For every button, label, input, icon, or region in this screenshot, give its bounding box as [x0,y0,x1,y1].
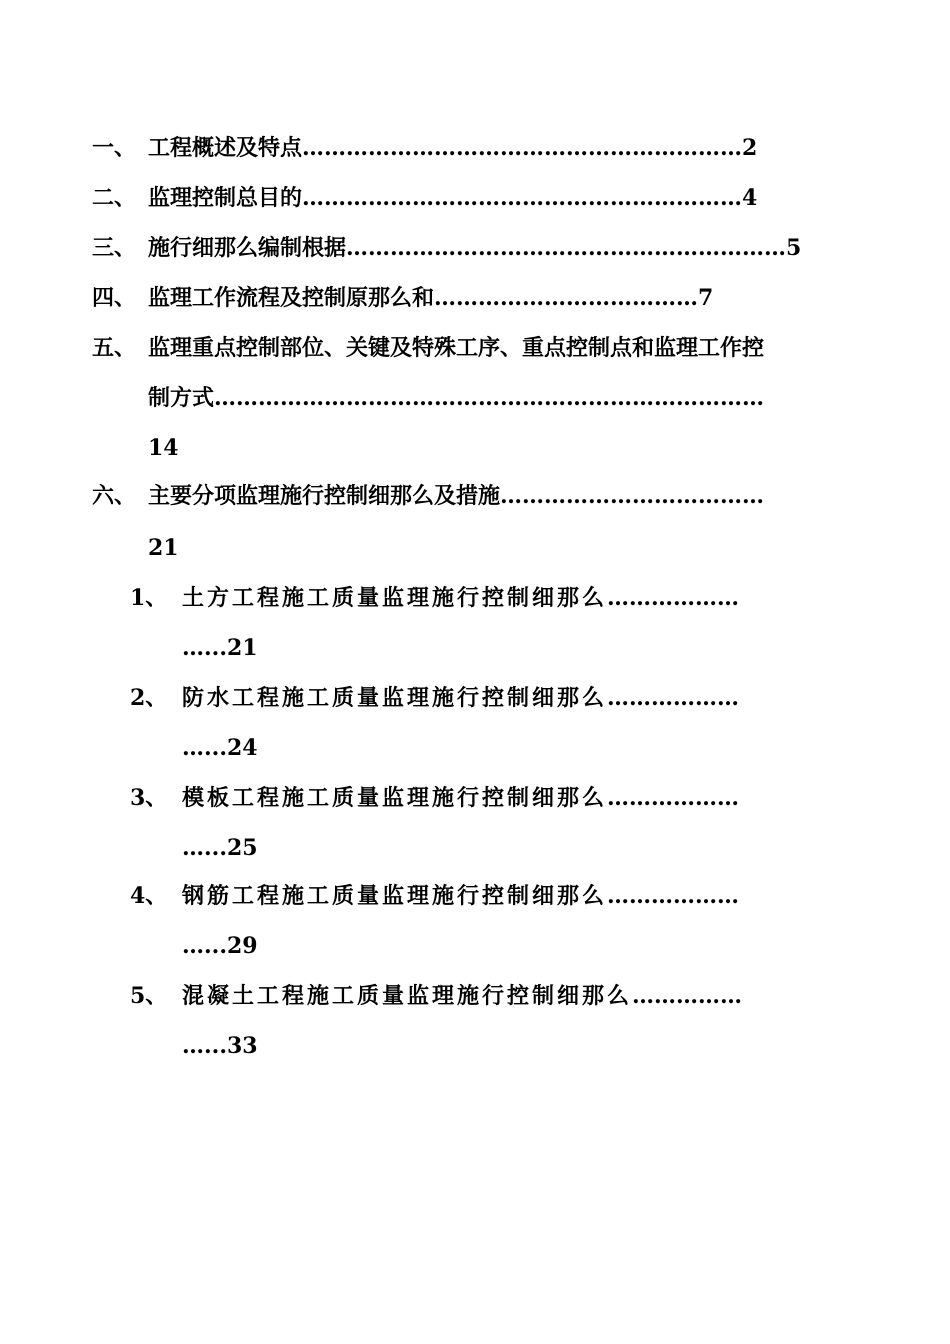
toc-entry-title: 施行细那么编制根据 [148,235,347,261]
toc-leader-dots: …………… [632,983,743,1009]
toc-entry-number: 一、 [92,135,137,161]
toc-entry[interactable] [148,283,828,313]
toc-entry-number: 六、 [92,483,137,509]
toc-page-number: 4 [742,185,758,211]
toc-entry-title: 主要分项监理施行控制细那么及措施 [148,483,501,509]
toc-sub-title: 钢筋工程施工质量监理施行控制细那么 [182,883,608,909]
toc-leader-dots: ……………………………… [500,483,765,509]
toc-sub-title: 模板工程施工质量监理施行控制细那么 [182,785,608,811]
toc-sub-number: 4、 [130,883,168,909]
toc-sub-title: 混凝土工程施工质量监理施行控制细那么 [182,983,633,1009]
toc-sub-entry[interactable] [182,783,882,813]
toc-entry-number: 二、 [92,185,137,211]
toc-page-number: …...29 [182,933,258,959]
toc-leader-dots: ……………… [607,883,740,909]
toc-page-number: …...24 [182,735,258,761]
toc-leader-dots: …………………………………………………… [302,185,743,211]
toc-entry[interactable] [148,481,882,511]
toc-sub-entry[interactable] [182,683,882,713]
toc-leader-dots: ………………………………………………………………… [214,385,765,411]
toc-page-number: …...25 [182,835,258,861]
toc-page-number: 5 [786,235,802,261]
toc-page-number: …...33 [182,1033,258,1059]
toc-leader-dots: ……………… [607,585,740,611]
toc-sub-number: 2、 [130,685,168,711]
toc-page-number: 2 [742,135,758,161]
toc-entry[interactable] [148,183,854,213]
toc-leader-dots: ……………… [607,785,740,811]
toc-entry-number: 五、 [92,335,137,361]
toc-entry-continuation[interactable] [148,383,882,413]
toc-entry-number: 三、 [92,235,137,261]
toc-entry-number: 四、 [92,285,137,311]
toc-page-number: 7 [698,285,714,311]
toc-sub-entry[interactable] [182,981,882,1011]
toc-leader-dots: ……………………………… [434,285,699,311]
toc-sub-title: 土方工程施工质量监理施行控制细那么 [182,585,608,611]
toc-sub-number: 5、 [130,983,168,1009]
toc-sub-title: 防水工程施工质量监理施行控制细那么 [182,685,608,711]
toc-sub-entry[interactable] [182,881,882,911]
toc-sub-number: 3、 [130,785,168,811]
toc-page-number: …...21 [182,635,258,661]
toc-sub-entry[interactable] [182,583,882,613]
toc-entry-title[interactable]: 监理重点控制部位、关键及特殊工序、重点控制点和监理工作控 [148,335,765,361]
toc-entry[interactable] [148,233,882,263]
toc-page-number: 21 [148,535,179,561]
toc-leader-dots: …………………………………………………… [346,235,787,261]
toc-leader-dots: ……………… [607,685,740,711]
toc-entry-title: 监理控制总目的 [148,185,303,211]
toc-sub-number: 1、 [130,585,168,611]
toc-leader-dots: …………………………………………………… [302,135,743,161]
toc-entry[interactable] [148,133,854,163]
toc-entry-title: 监理工作流程及控制原那么和 [148,285,435,311]
toc-entry-title-cont: 制方式 [148,385,215,411]
toc-entry-title: 工程概述及特点 [148,135,303,161]
toc-page-number: 14 [148,435,179,461]
